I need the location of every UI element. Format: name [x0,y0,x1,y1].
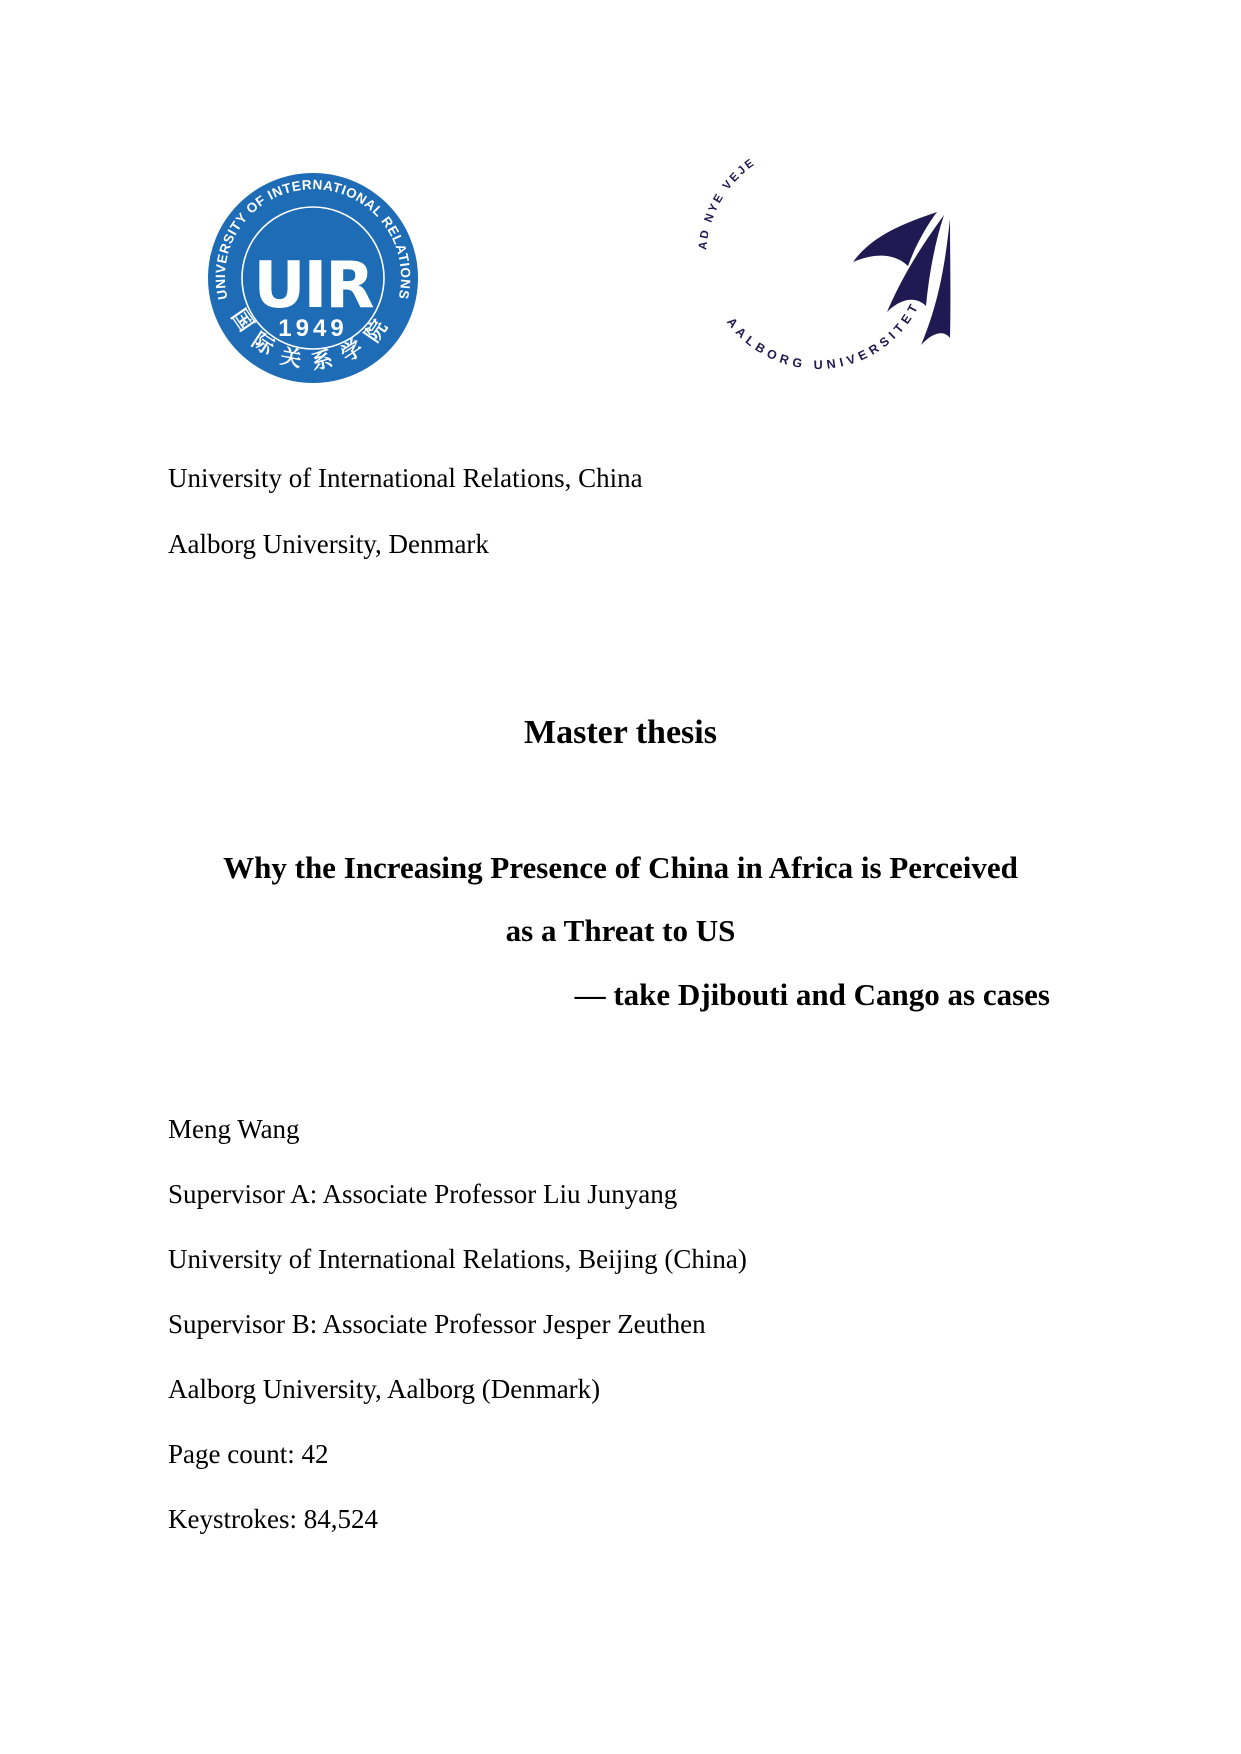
uir-logo [207,172,419,384]
supervisor-a-line: Supervisor A: Associate Professor Liu Junyang [168,1179,678,1209]
institution-line-aau: Aalborg University, Denmark [168,529,489,559]
thesis-title-line-1: Why the Increasing Presence of China in Africa is Perceived [223,850,1018,885]
thesis-title-line-2: as a Threat to US [505,913,736,948]
aau-logo [693,142,953,377]
page-count-line: Page count: 42 [168,1439,329,1469]
supervisor-b-affiliation: Aalborg University, Aalborg (Denmark) [168,1374,601,1404]
aau-logo-name-arc-text: AALBORG UNIVERSITET [724,298,923,373]
keystrokes-line: Keystrokes: 84,524 [168,1504,378,1534]
uir-logo-bottom-arc-text: 国际关系学院 [226,304,400,375]
uir-logo-arc-text: UNIVERSITY OF INTERNATIONAL RELATIONS [212,177,414,301]
institution-line-uir: University of International Relations, China [168,463,643,493]
thesis-subtitle-cases: — take Djibouti and Cango as cases [574,977,1050,1012]
uir-logo-year: 1949 [278,315,348,342]
svg-text:AALBORG UNIVERSITET [724,298,923,372]
uir-logo-monogram: UIR [253,249,373,323]
aau-logo-motto-arc-text: AD NYE VEJE [697,156,759,251]
svg-text:AD NYE VEJE [697,156,758,250]
supervisor-a-affiliation: University of International Relations, Beijing (China) [168,1244,747,1274]
supervisor-b-line: Supervisor B: Associate Professor Jesper Zeuthen [168,1309,706,1339]
author-name: Meng Wang [168,1114,300,1144]
document-type-heading: Master thesis [524,714,717,751]
